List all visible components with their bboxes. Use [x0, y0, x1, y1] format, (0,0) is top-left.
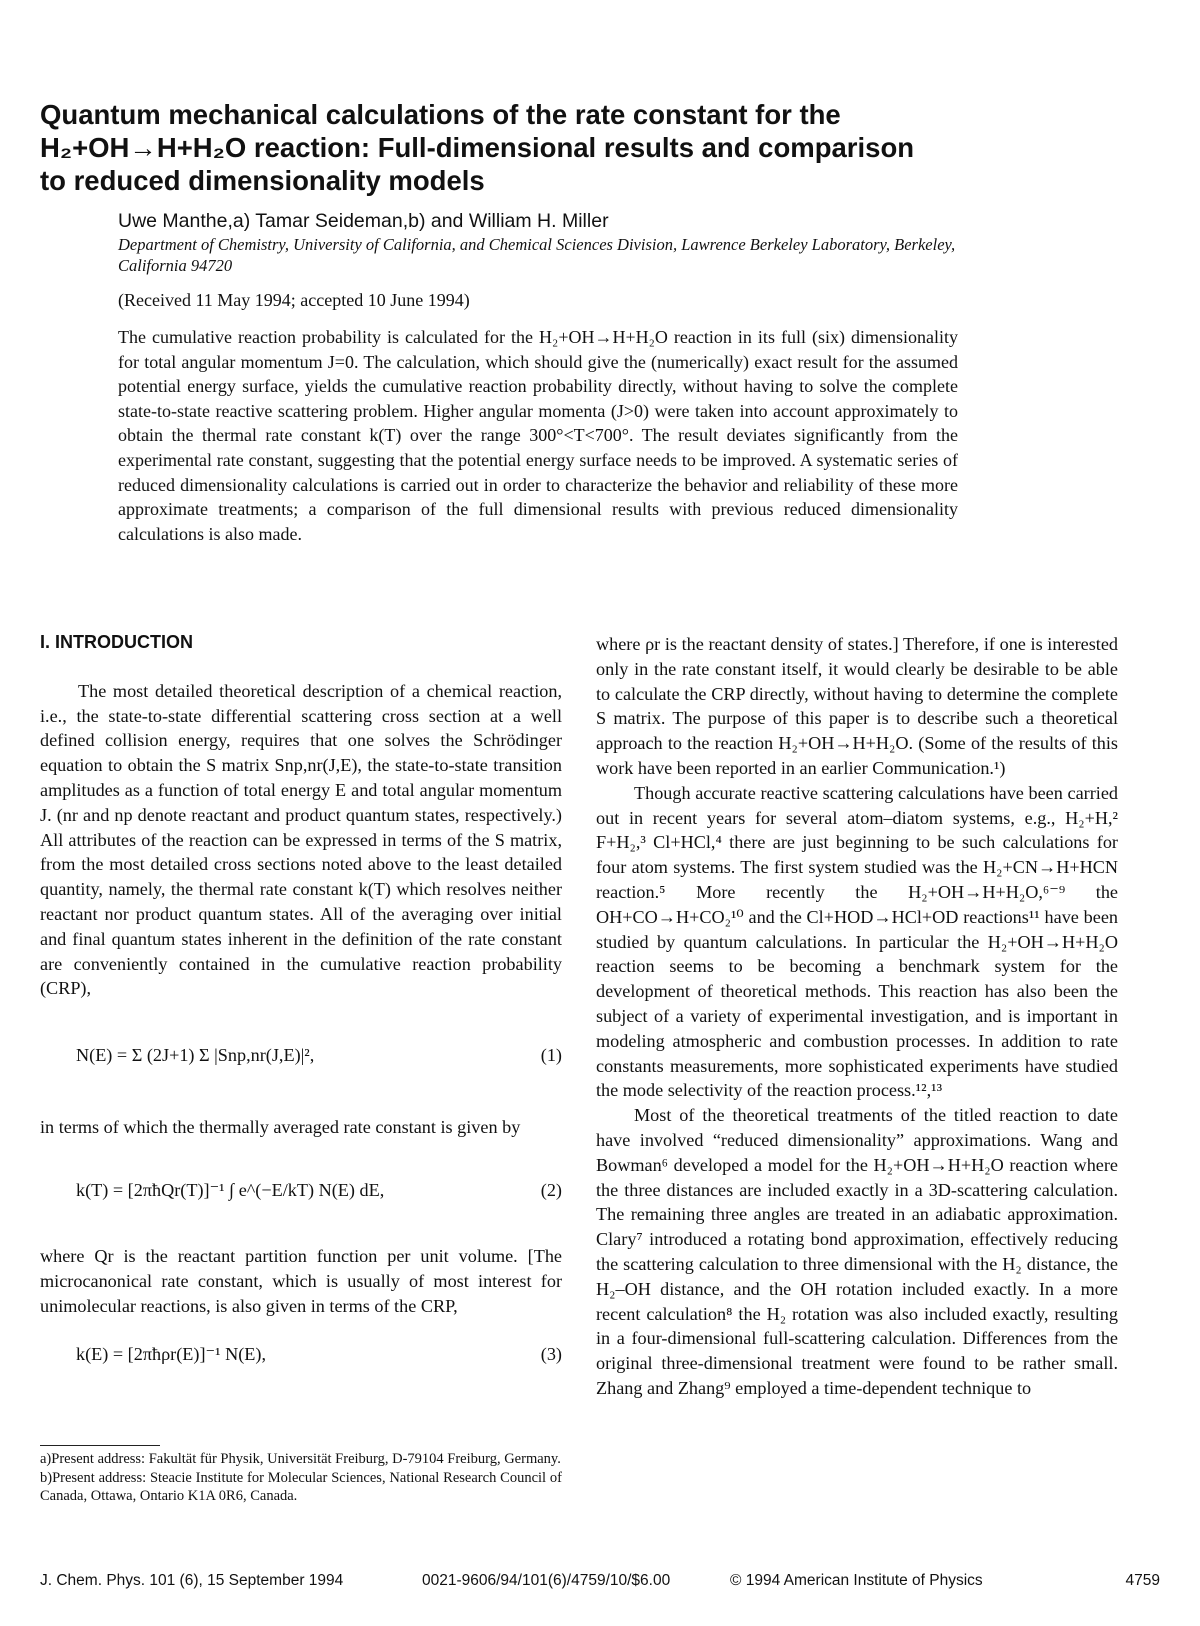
equation-3 [40, 1342, 562, 1370]
author-list: Uwe Manthe,a) Tamar Seideman,b) and William H. Miller [118, 210, 609, 232]
footer-code: 0021-9606/94/101(6)/4759/10/$6.00 [422, 1572, 671, 1589]
intro-paragraph-1: The most detailed theoretical description of a chemical reaction, i.e., the state-to-state differential scattering cross section at a well defined collision energy, requires that one solves the Schrödinger equation to obtain the S matrix Snp,nr(J,E), the state-to-state transition amplitudes as a function of total energy E and total angular momentum J. (nr and np denote reactant and product quantum states, respectively.) All attributes of the reaction can be expressed in terms of the S matrix, from the most detailed cross sections noted above to the least detailed quantity, namely, the thermal rate constant k(T) which resolves neither reactant nor product quantum states. All of the averaging over initial and final quantum states inherent in the definition of the rate constant are conveniently contained in the cumulative reaction probability (CRP), [40, 680, 562, 999]
footnote-b: b)Present address: Steacie Institute for Molecular Sciences, National Research Council of Canada, Ottawa, Ontario K1A 0R6, Canada. [40, 1469, 562, 1504]
footnotes [40, 1450, 562, 1506]
paper-title [40, 98, 1160, 197]
title-line-2: H₂+OH→H+H₂O reaction: Full-dimensional results and comparison [40, 132, 915, 163]
equation-3-number: (3) [540, 1344, 562, 1365]
received-dates: (Received 11 May 1994; accepted 10 June 1994) [118, 290, 470, 310]
equation-3-expression: k(E) = [2πħρr(E)]⁻¹ N(E), [76, 1344, 267, 1365]
equation-2-expression: k(T) = [2πħQr(T)]⁻¹ ∫ e^(−E/kT) N(E) dE, [76, 1179, 385, 1200]
right-paragraph-1: where ρr is the reactant density of states.] Therefore, if one is interested only in the rate constant itself, it would clearly be desirable to be able to calculate the CRP directly, without having to determine the complete S matrix. The purpose of this paper is to describe such a theoretical approach to the reaction H₂+OH→H+H₂O. (Some of the results of this work have been reported in an earlier Communication.¹) [596, 634, 1118, 778]
title-line-1: Quantum mechanical calculations of the rate constant for the [40, 99, 841, 130]
affiliation: Department of Chemistry, University of California, and Chemical Sciences Division, Lawrence Berkeley Laboratory, Berkeley, California 94720 [118, 235, 956, 275]
right-column [596, 632, 1118, 1401]
title-line-3: to reduced dimensionality models [40, 165, 485, 196]
section-heading: I. INTRODUCTION [40, 632, 193, 652]
left-column [40, 630, 562, 1394]
equation-2-number: (2) [540, 1179, 562, 1200]
right-paragraph-3: Most of the theoretical treatments of the titled reaction to date have involved “reduced dimensionality” approximations. Wang and Bowman⁶ developed a model for the H₂+OH→H+H₂O reaction where the three distances are included exactly in a 3D-scattering calculation. The remaining three angles are treated in an adiabatic approximation. Clary⁷ introduced a rotating bond approximation, effectively reducing the scattering calculation to three dimensional with the H₂ distance, the H₂–OH distance, and the OH rotation included exactly. In a more recent calculation⁸ the H₂ rotation was also included exactly, resulting in a four-dimensional full-scattering calculation. Differences from the original three-dimensional treatment were found to be rather small. Zhang and Zhang⁹ employed a time-dependent technique to [596, 1105, 1118, 1398]
footer-page-number: 4759 [1125, 1572, 1160, 1589]
equation-1-expression: N(E) = Σ (2J+1) Σ |Snp,nr(J,E)|², [76, 1045, 315, 1066]
right-paragraph-2: Though accurate reactive scattering calculations have been carried out in recent years for several atom–diatom systems, e.g., H₂+H,² F+H₂,³ Cl+HCl,⁴ there are just beginning to be such calculations for four atom systems. The first system studied was the H₂+CN→H+HCN reaction.⁵ More recently the H₂+OH→H+H₂O,⁶⁻⁹ the OH+CO→H+CO₂¹⁰ and the Cl+HOD→HCl+OD reactions¹¹ have been studied by quantum calculations. In particular the H₂+OH→H+H₂O reaction seems to be becoming a benchmark system for the development of theoretical methods. This reaction has also been the subject of a variety of experimental investigation, and is important in modeling atmospheric and combustion processes. In addition to rate constants measurements, more sophisticated experiments have studied the mode selectivity of the reaction process.¹²,¹³ [596, 782, 1118, 1101]
intro-paragraph-3: where Qr is the reactant partition function per unit volume. [The microcanonical rate constant, which is usually of most interest for unimolecular reactions, is also given in terms of the CRP, [40, 1245, 562, 1316]
equation-1 [40, 1025, 562, 1091]
footer-journal: J. Chem. Phys. 101 (6), 15 September 1994 [40, 1572, 344, 1589]
footnote-a: a)Present address: Fakultät für Physik, Universität Freiburg, D-79104 Freiburg, Germany. [40, 1451, 561, 1467]
footer-copyright: © 1994 American Institute of Physics [730, 1572, 983, 1589]
footnote-divider [40, 1445, 160, 1446]
equation-2 [40, 1164, 562, 1220]
equation-1-number: (1) [540, 1045, 562, 1066]
intro-paragraph-2: in terms of which the thermally averaged rate constant is given by [40, 1117, 521, 1138]
abstract: The cumulative reaction probability is calculated for the H₂+OH→H+H₂O reaction in its full (six) dimensionality for total angular momentum J=0. The calculation, which should give the (numerically) exact result for the assumed potential energy surface, yields the cumulative reaction probability directly, without having to solve the complete state-to-state reactive scattering problem. Higher angular momenta (J>0) were taken into account approximately to obtain the thermal rate constant k(T) over the range 300°<T<700°. The result deviates significantly from the experimental rate constant, suggesting that the potential energy surface needs to be improved. A systematic series of reduced dimensionality calculations is carried out in order to characterize the behavior and reliability of these more approximate treatments; a comparison of the full dimensional results with previous reduced dimensionality calculations is also made. [118, 327, 958, 544]
